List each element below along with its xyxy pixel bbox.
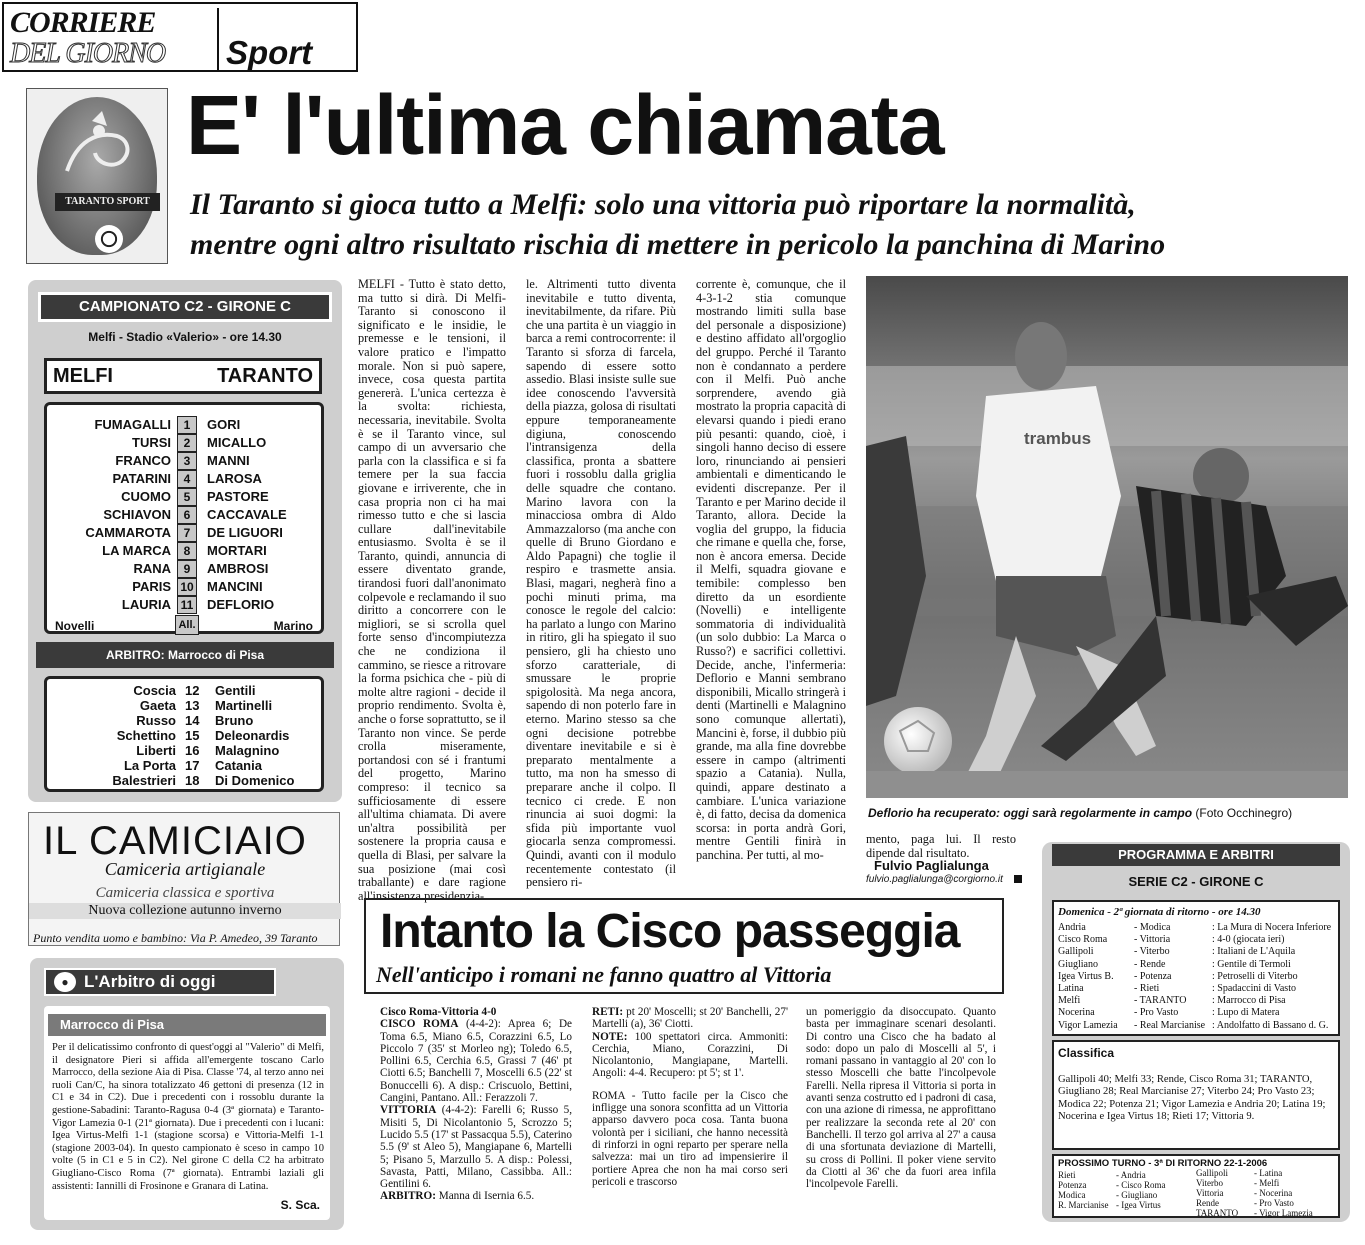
player-row	[47, 579, 321, 597]
fixture-home: Igea Virtus B.	[1058, 970, 1114, 982]
next-home: Modica	[1058, 1190, 1086, 1200]
next-fixture-row	[1196, 1168, 1336, 1178]
fixture-away: - TARANTO	[1134, 995, 1187, 1007]
away-substitute: Malagnino	[215, 743, 280, 758]
away-team: TARANTO	[217, 365, 313, 387]
club-logo-text: TARANTO SPORT	[55, 193, 160, 211]
schedule-box	[1042, 842, 1350, 1222]
dolphin-rider-icon	[37, 101, 157, 191]
report-text: pt 20' Moscelli; st 20' Banchelli, 27' Martelli (a), 36' Ciotti.	[592, 1006, 788, 1031]
next-home: TARANTO	[1196, 1208, 1239, 1218]
ad-brand: IL CAMICIAIO	[43, 819, 307, 863]
next-away: - Cisco Roma	[1116, 1180, 1166, 1190]
match-report-details	[592, 1006, 788, 1238]
next-fixture-row	[1058, 1200, 1198, 1210]
ad-line: Camiceria classica e sportiva	[95, 885, 275, 901]
home-player: FRANCO	[115, 453, 171, 468]
substitute-row	[47, 743, 321, 758]
article-column-4: mento, paga lui. Il resto dipende dal risultato.	[866, 832, 1016, 860]
ad-address: Punto vendita uomo e bambino: Via P. Amedeo, 39 Taranto	[33, 931, 318, 945]
home-player: LA MARCA	[102, 543, 171, 558]
report-label: VITTORIA	[380, 1104, 437, 1117]
next-home: Viterbo	[1196, 1178, 1223, 1188]
match-report-text-1: ROMA - Tutto facile per la Cisco che infligge una sonora sconfitta ad un Vittoria apparso davvero poca cosa. Tanta buona volontà per i siciliani, che hanno necessità di rinforzi in ogni reparto per sperare nella salvezza: mai un tiro ad impensierire il portiere Aprea che non ha mai corso seri pericoli e trascorso	[592, 1089, 788, 1188]
deck-line-1: Il Taranto si gioca tutto a Melfi: solo una vittoria può riportare la normalità,	[190, 188, 1136, 221]
fixture-away: - Viterbo	[1134, 946, 1170, 958]
shirt-number: 6	[177, 506, 197, 524]
player-row	[47, 417, 321, 435]
home-player: PATARINI	[112, 471, 171, 486]
away-player: DEFLORIO	[207, 597, 275, 612]
article-column-2: le. Altrimenti tutto diventa inevitabile e tutto diventa, inevitabilmente, da rifare. Più che una partita è un viaggio in barca a remi controcorrente: il Taranto si sforza di farcela, sapendo di essere sotto assedio. Blasi insiste sulle sue idee conoscendo l'avversità della piazza, golosa di risultati eppure temporaneamente digiuna, conoscendo l'intransigenza della classifica, pronta a sbattere fuori i rossoblu dalla griglia delle squadre che contano. Marino lavora con la minacciosa ombra di Aldo Ammazzalorso (ma anche con quelle di Bruno Giordano e Aldo Papagni) che toglie il respiro e trasmette ansia. Blasi, magari, negherà fino a pochi minuti prima, ma conosce le regole del calcio: ha parlato a lungo con Marino in ritiro, gli ha spiegato il suo pensiero, gli ha chiesto uno sforzo caratteriale, di smussare le proprie spigolosità. Ma nega ancora, sapendo di non poterlo fare in eterno. Marino stesso sa che ogni decisione potrebbe diventare inevitabile e si è preparato mentalmente a tutto, ma non ha smesso di preparare anche il colpo. Il tecnico ci crede. E non rinuncia ai suoi dogmi: la sfida più importante vuol giocarla senza compromessi. Quindi, avanti con il modulo recentemente contestato (il pensiero ri-	[526, 277, 676, 890]
player-row	[47, 561, 321, 579]
substitute-row	[47, 713, 321, 728]
players-photo	[866, 276, 1348, 798]
fixture-referee: : Italiani de L'Aquila	[1212, 946, 1296, 958]
referee-box	[30, 958, 344, 1230]
fixtures-title: Domenica - 2ª giornata di ritorno - ore 14.30	[1058, 906, 1261, 918]
schedule-title: PROGRAMMA E ARBITRI	[1052, 844, 1340, 866]
away-player: DE LIGUORI	[207, 525, 283, 540]
substitute-row	[47, 773, 321, 788]
fixture-away: - Modica	[1134, 922, 1171, 933]
fixture-referee: : Marrocco di Pisa	[1212, 995, 1286, 1007]
shirt-number: 18	[185, 773, 200, 788]
report-paragraph	[592, 1031, 788, 1080]
report-paragraph	[380, 1006, 572, 1018]
home-substitute: Russo	[136, 713, 176, 728]
deck-line-2: mentre ogni altro risultato rischia di mettere in pericolo la panchina di Marino	[190, 228, 1166, 261]
masthead-subtitle: DEL GIORNO	[10, 38, 166, 69]
away-player: LAROSA	[207, 471, 262, 486]
fixture-row	[1058, 995, 1338, 1007]
fixture-referee: : Andolfatto di Bassano d. G.	[1212, 1019, 1329, 1031]
fixture-away: - Rieti	[1134, 983, 1160, 994]
photo-caption: Deflorio ha recuperato: oggi sarà regolarmente in campo (Foto Occhinegro)	[868, 806, 1293, 820]
shirt-number: 5	[177, 488, 197, 506]
home-substitute: La Porta	[123, 758, 176, 773]
report-label: CISCO ROMA	[380, 1018, 459, 1031]
referee-box-body	[44, 1006, 330, 1220]
next-home: Rende	[1196, 1198, 1219, 1208]
masthead	[2, 2, 358, 72]
next-away: - Andria	[1116, 1170, 1146, 1180]
next-away: - Nocerina	[1254, 1188, 1293, 1198]
fixture-referee: : 4-0 (giocata ieri)	[1212, 934, 1285, 946]
referee-bio: Per il delicatissimo confronto di quest'oggi al "Valerio" di Melfi, il designatore Pieri si affida all'emergente toscano Carlo Marrocco, della sezione Aia di Pisa. Classe '74, al terzo anno nei ruoli Can/C, ha sinora totalizzato 46 gettoni di presenza (12 in C1 e 34 in C2). Due i precedenti con i rossoblu durante la gestione-Sabadini: Taranto-Ragusa 0-4 (3ª giornata) e Taranto-Vigor Lamezia 0-1 (21ª giornata). Due i precedenti con i lucani: Igea Virtus-Melfi 1-1 (stagione scorsa) e Vittoria-Melfi 1-1 (stagione 2003-04). In questo campionato è sceso in campo 10 volte (5 in C1 e 5 in C2). Nel girone C della C2 ha arbitrato Giugliano-Cisco Roma (7ª giornata). Entrambi laziali gli assistenti: Iannilli di Frosinone e Granara di Latina.	[52, 1042, 324, 1192]
away-substitute: Bruno	[215, 713, 254, 728]
referee-box-title: ● L'Arbitro di oggi	[44, 968, 276, 996]
fixture-referee: : Petroselli di Viterbo	[1212, 970, 1298, 982]
fixture-away: - Potenza	[1134, 970, 1172, 982]
away-substitute: Di Domenico	[215, 773, 295, 788]
away-substitute: Martinelli	[215, 698, 273, 713]
fixture-home: Andria	[1058, 922, 1086, 933]
standings-title: Classifica	[1058, 1046, 1115, 1060]
next-fixture-row	[1196, 1188, 1336, 1198]
next-home: Potenza	[1058, 1180, 1087, 1190]
home-player: SCHIAVON	[103, 507, 171, 522]
shirt-number: 12	[185, 683, 200, 698]
whistle-icon: ●	[54, 972, 76, 992]
referee-box-signature: S. Sca.	[280, 1198, 320, 1212]
club-logo	[26, 88, 168, 264]
match-report-text-2: un pomeriggio da disoccupato. Quanto basta per immaginare scenari desolanti. Di contro una Cisco che ha badato al sodo: dopo un palo di Moscelli al 5', i romani passano in vantaggio al 20' con lo stesso Moscelli che batte l'incolpevole Farelli. Nella ripresa il Vittoria si porta in avanti senza costrutto ed i padroni di casa, con una azione di rimessa, ne approfittano per realizzare la seconda rete al 20' con Banchelli. Il terzo gol arriva al 27' a causa di una sfortunata deviazione di Martelli, su cross di Pollini. Il poker viene servito da Ciotti al 36' che da fuori area infila l'incolpevole Farelli.	[806, 1006, 996, 1191]
fixture-referee: : La Mura di Nocera Inferiore	[1212, 922, 1332, 933]
home-player: LAURIA	[121, 597, 171, 612]
shirt-number: 13	[185, 698, 200, 713]
masthead-title: CORRIERE	[10, 6, 156, 39]
away-player: MANCINI	[207, 579, 263, 594]
match-venue: Melfi - Stadio «Valerio» - ore 14.30	[88, 330, 282, 344]
shirt-number: 10	[177, 578, 197, 596]
report-paragraph	[380, 1190, 572, 1202]
section-name: Sport	[226, 34, 313, 71]
away-substitute: Deleonardis	[215, 728, 290, 743]
home-player: FUMAGALLI	[94, 417, 171, 432]
fixture-row	[1058, 922, 1338, 934]
fixture-away: - Rende	[1134, 958, 1166, 970]
player-row	[47, 597, 321, 615]
report-label: RETI:	[592, 1006, 624, 1018]
next-fixture-row	[1058, 1180, 1198, 1190]
standings	[1052, 1040, 1340, 1150]
fixture-away: - Pro Vasto	[1134, 1007, 1179, 1019]
masthead-divider	[217, 8, 219, 70]
home-substitute: Balestrieri	[112, 773, 176, 788]
shirt-number: 11	[177, 596, 197, 614]
player-row	[47, 543, 321, 561]
fixtures-table	[1052, 900, 1340, 1036]
report-text: (4-4-2): Aprea 6; De Toma 6.5, Miano 6.5, Corazzini 6.5, Lo Piccolo 7 (35' st Morleo ng); Toledo 6.5, Pollini 6.5, Cerchia 6.5, Grassi 7 (46' pt Ciotti 6.5; Banchelli 7, Moscelli 6.5 (22' st Bonuccelli 6). A disp.: Criscuolo, Bettini, Cangini, Pantano. All.: Ferazzoli 7.	[380, 1018, 572, 1105]
shirt-number: 1	[177, 416, 197, 434]
next-away: - Latina	[1254, 1168, 1283, 1178]
away-coach: Marino	[273, 619, 313, 633]
next-round-title: PROSSIMO TURNO - 3ª DI RITORNO 22-1-2006	[1058, 1158, 1268, 1169]
substitute-row	[47, 698, 321, 713]
ad-subtitle: Camiceria artigianale	[104, 859, 266, 879]
away-player: MANNI	[207, 453, 250, 468]
home-player: PARIS	[132, 579, 171, 594]
next-away: - Igea Virtus	[1116, 1200, 1161, 1210]
shirt-number: 17	[185, 758, 200, 773]
coach-label: All.	[175, 615, 199, 635]
shirt-number: 2	[177, 434, 197, 452]
player-row	[47, 471, 321, 489]
substitute-row	[47, 758, 321, 773]
fixture-row	[1058, 1007, 1338, 1019]
away-player: AMBROSI	[207, 561, 269, 576]
photo-credit: (Foto Occhinegro)	[1195, 806, 1293, 820]
fixture-row	[1058, 983, 1338, 995]
fixture-referee: : Lupo di Matera	[1212, 1007, 1280, 1019]
substitutes	[44, 676, 324, 792]
home-team: MELFI	[53, 365, 113, 387]
next-fixture-row	[1196, 1178, 1336, 1188]
fixture-home: Giugliano	[1058, 958, 1098, 970]
away-substitute: Gentili	[215, 683, 256, 698]
advertisement	[28, 812, 340, 946]
away-player: MORTARI	[207, 543, 267, 558]
article-column-3: corrente è, comunque, che il 4-3-1-2 stia comunque mostrando limiti sulla base del personale a disposizione) e destino affidato all'orgoglio del gruppo. Perché il Taranto non è condannato a perdere con il Melfi. Può anche sorprendere, avendo già mostrato la propria capacità di elevarsi quando i piedi erano più pesanti: quando, cioè, i singoli hanno deciso di essere loro, rinunciando ai pensieri ambientali e dimenticando le evidenti discrepanze. Per il Taranto e per Marino decide il Taranto, allora. Decide la voglia del gruppo, la fiducia che rimane e quella che, forse, non è ancora emersa. Decide il Melfi, squadra giovane e temibile: complesso ben diretto da un esordiente (Novelli) e intelligente sommatoria di individualità (un solo dubbio: La Marca o Russo?) e sacrifici collettivi. Decide, anche, l'infermeria: Deflorio e Manni sembrano disponibili, Micallo stringerà i denti (Martinelli e Malagnino sono comunque allertati), Mancini è, forse, il dubbio più grande, ma alla fine dovrebbe essere in campo (altrimenti spazio a Catania). Nulla, quindi, appare destinato a cambiare. L'unica variazione è, di fatto, decisa da domenica scorsa: in porta andrà Gori, mentre Gentili finirà in panchina. Per tutti, al mo-	[696, 277, 846, 862]
shirt-number: 3	[177, 452, 197, 470]
shirt-number: 14	[185, 713, 200, 728]
next-away: - Giugliano	[1116, 1190, 1158, 1200]
fixture-row	[1058, 946, 1338, 958]
report-text: 100 spettatori circa. Ammoniti: Cerchia, Miano, Corazzini, Di Nicolantonio, Mangiapane, Martelli. Angoli: 4-4. Recupero: pt 5'; st 1'.	[592, 1030, 788, 1080]
away-substitute: Catania	[215, 758, 262, 773]
secondary-deck: Nell'anticipo i romani ne fanno quattro al Vittoria	[376, 962, 832, 987]
next-fixture-row	[1196, 1198, 1336, 1208]
report-label: ARBITRO:	[380, 1190, 436, 1203]
fixture-row	[1058, 1020, 1338, 1032]
next-fixture-row	[1058, 1190, 1198, 1200]
home-player: CAMMAROTA	[85, 525, 171, 540]
match-photo	[866, 276, 1348, 798]
away-player: MICALLO	[207, 435, 267, 450]
next-home: Rieti	[1058, 1170, 1076, 1180]
fixture-referee: : Spadaccini di Vasto	[1212, 983, 1296, 994]
next-fixture-row	[1196, 1208, 1336, 1218]
shirt-number: 8	[177, 542, 197, 560]
shirt-number: 9	[177, 560, 197, 578]
fixture-away: - Vittoria	[1134, 934, 1171, 946]
player-row	[47, 525, 321, 543]
report-text: Manna di Isernia 6.5.	[435, 1190, 535, 1203]
home-player: TURSI	[132, 435, 171, 450]
substitute-row	[47, 683, 321, 698]
football-icon	[95, 225, 123, 253]
team-names	[44, 358, 322, 394]
report-text: (4-4-2): Farelli 6; Russo 5, Misiti 5, Di Nicolantonio 5, Scrozzo 5; Lucido 5.5 (17' st Passacqua 5.5), Caterino 5.5 (9' st Aleo 5), Mangiapane 6, Martelli 5; Pisano 5, Marzullo 5. A disp.: Polessi, Savasta, Patti, Milano, Cassibba. All.: Gentilini 6.	[380, 1104, 572, 1191]
report-paragraph	[380, 1104, 572, 1190]
home-substitute: Liberti	[136, 743, 176, 758]
championship-title: CAMPIONATO C2 - GIRONE C	[38, 292, 332, 322]
home-player: RANA	[133, 561, 171, 576]
player-row	[47, 507, 321, 525]
end-mark	[1014, 875, 1022, 883]
fixture-home: Melfi	[1058, 995, 1081, 1007]
report-paragraph	[592, 1006, 788, 1031]
substitute-row	[47, 728, 321, 743]
report-paragraph	[380, 1018, 572, 1104]
lineup-box	[28, 280, 342, 802]
next-home: Vittoria	[1196, 1188, 1224, 1198]
shirt-number: 7	[177, 524, 197, 542]
player-row	[47, 435, 321, 453]
fixture-row	[1058, 959, 1338, 971]
fixture-referee: : Gentile di Termoli	[1212, 958, 1291, 970]
league-name: SERIE C2 - GIRONE C	[1128, 874, 1264, 889]
fixture-home: Nocerina	[1058, 1007, 1095, 1019]
shirt-sponsor: trambus	[1024, 429, 1092, 448]
fixture-home: Gallipoli	[1058, 946, 1094, 958]
home-substitute: Coscia	[133, 683, 176, 698]
home-coach: Novelli	[55, 619, 95, 633]
shirt-number: 16	[185, 743, 200, 758]
secondary-headline-box	[364, 898, 1004, 994]
next-away: - Melfi	[1254, 1178, 1280, 1188]
club-crest-icon	[37, 97, 157, 255]
starting-lineups	[44, 402, 324, 634]
next-home: R. Marcianise	[1058, 1200, 1109, 1210]
away-player: PASTORE	[207, 489, 269, 504]
next-fixture-row	[1058, 1170, 1198, 1180]
fixture-away: - Real Marcianise	[1134, 1019, 1206, 1031]
fixture-home: Vigor Lamezia	[1058, 1019, 1118, 1031]
next-away: - Vigor Lamezia	[1254, 1208, 1313, 1218]
fixture-row	[1058, 971, 1338, 983]
headline: E' l'ultima chiamata	[186, 78, 944, 172]
next-home: Gallipoli	[1196, 1168, 1228, 1178]
secondary-headline: Intanto la Cisco passeggia	[380, 905, 960, 958]
home-substitute: Gaeta	[139, 698, 176, 713]
author-email: fulvio.paglialunga@corgiorno.it	[866, 874, 1003, 885]
report-label: NOTE:	[592, 1030, 628, 1043]
next-round	[1052, 1154, 1340, 1218]
fixture-row	[1058, 934, 1338, 946]
match-report-stats	[592, 1006, 788, 1080]
player-row	[47, 489, 321, 507]
match-referee: ARBITRO: Marrocco di Pisa	[36, 642, 334, 668]
player-row	[47, 453, 321, 471]
shirt-number: 4	[177, 470, 197, 488]
next-away: - Pro Vasto	[1254, 1198, 1294, 1208]
standings-text: Gallipoli 40; Melfi 33; Rende, Cisco Roma 31; TARANTO, Giugliano 28; Real Marcianise 27; Viterbo 24; Pro Vasto 23; Modica 22; Potenza 21; Vigor Lamezia e Andria 20; Latina 19; Nocerina e Igea Virtus 18; Rieti 17; Vittoria 9.	[1058, 1074, 1326, 1123]
fixture-home: Latina	[1058, 983, 1084, 994]
home-substitute: Schettino	[116, 728, 176, 743]
away-player: GORI	[207, 417, 241, 432]
byline: Fulvio Paglialunga	[874, 858, 989, 873]
match-report-lineups	[380, 1006, 572, 1238]
fixture-home: Cisco Roma	[1058, 934, 1108, 946]
shirt-number: 15	[185, 728, 200, 743]
report-label: Cisco Roma-Vittoria 4-0	[380, 1006, 497, 1018]
ad-line: Nuova collezione autunno inverno	[29, 903, 341, 919]
home-player: CUOMO	[121, 489, 171, 504]
article-column-1: MELFI - Tutto è stato detto, ma tutto si dirà. Di Melfi-Taranto si conoscono il significato e le insidie, le premesse e le tensioni, il valore pratico e l'impatto morale. Non si può sapere, invece, cosa questa partita genererà. L'unica certezza è la svolta: richiesta, necessaria, inevitabile. Svolta è se il Taranto vince, sul campo di un avversario che parla con la classifica e si fa temere per la sua faccia giovane e irriverente, che in casa propria non ci ha mai rimesso tutto e che si lascia cullare dall'inevitabile entusiasmo. Svolta è se il Taranto, quindi, annuncia di essere diventato grande, tirandosi fuori dall'anonimato colpevole e reclamando il suo diritto a concorrere con le migliori, se si scrolla quel forte senso d'incompiutezza che ne condiziona il cammino, se riesce a ritrovare la forma psichica che - più di molte altre ragioni - decide il proprio rendimento. Svolta è, anche o forse soprattutto, se il Taranto non vince. Se perde crolla miseramente, portandosi con sé i frantumi del progetto, Marino compreso: il tecnico sa sufficiosamente di essere all'ultima chiamata. Di avere un'altra possibilità per sostenere la propria causa e quella di Blasi, per salvare la sua posizione (mai così traballante) e dare ragione all'insistenza presidenzia-	[358, 277, 506, 903]
referee-name: Marrocco di Pisa	[48, 1014, 326, 1036]
away-player: CACCAVALE	[207, 507, 287, 522]
